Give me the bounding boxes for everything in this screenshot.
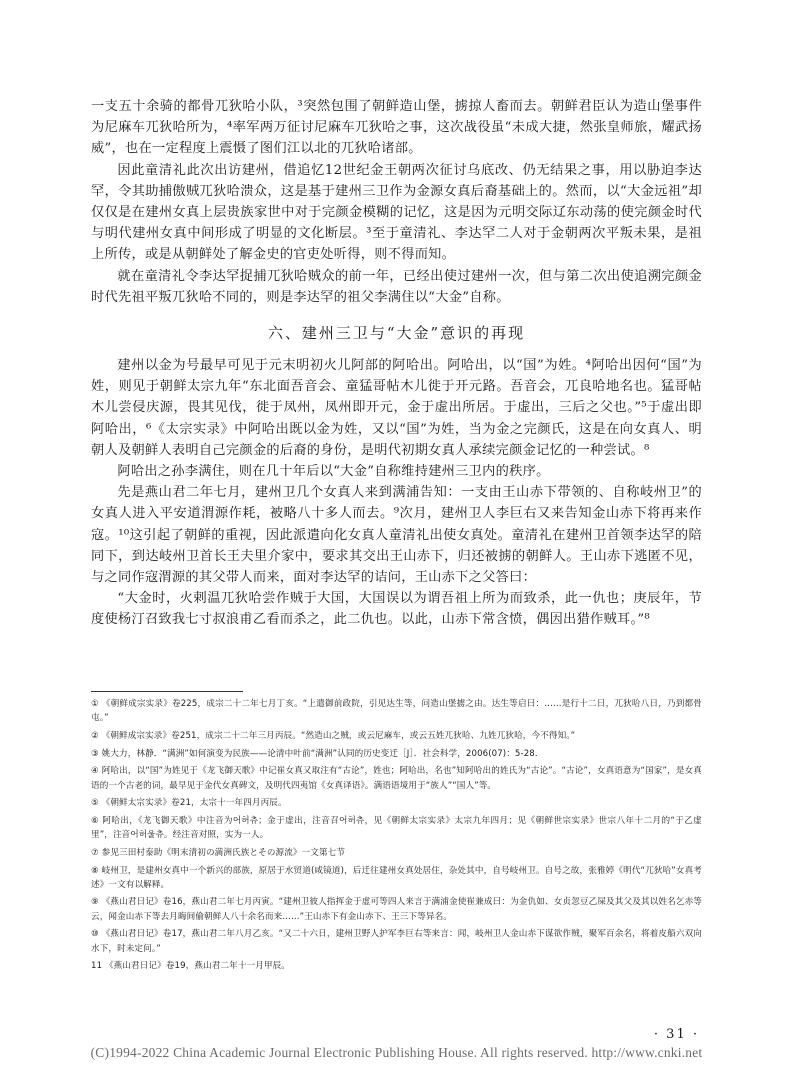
paragraph: 因此童清礼此次出访建州，借追忆12世纪金王朝两次征讨乌底改、仍无结果之事，用以胁迫李达罕，令其助捕傲贼兀狄哈溃众，这是基于建州三卫作为金源女真后裔基础上的。然而，以“大金远祖”却仅仅是在建州女真上层贵族家世中对于完颜金模糊的记忆，这是因为元明交际辽东动荡的使完颜金时代与明代建州女真中间形成了明显的文化断层。³至于童清礼、李达罕二人对于金朝两次平叛未果，是祖上所传，或是从朝鲜处了解金史的官吏处听得，则不得而知。	[91, 162, 702, 263]
main-text	[91, 96, 702, 631]
copyright-footer: (C)1994-2022 China Academic Journal Electronic Publishing House. All rights reserved. http://www.cnki.net	[90, 1045, 703, 1060]
footnote: ② 《朝鲜成宗实录》卷251，成宗二十二年三月丙辰。“然造山之贼，或云尼麻车，或云五姓兀狄哈、九姓兀狄哈，今不得知。”	[91, 730, 576, 741]
paragraph: 就在童清礼令李达罕捉捕兀狄哈贼众的前一年，已经出使过建州一次，但与第二次出使追溯完颜金时代先祖平叛兀狄哈不同的，则是李达罕的祖父李满住以“大金”自称。	[91, 268, 702, 305]
footnote: ④ 阿哈出，以“国”为姓见于《龙飞御天歌》中记崔女真又取注有“古论”，姓也；阿哈出，名也”知阿哈出的姓氏为“古论”。“古论”，女真语意为“国家”，是女真语的一个古老的词，最早见于金代女真碑文，及明代四夷馆《女真译语》。满语语境用于“族人”“国人”等。	[91, 766, 702, 791]
footnote: ⑨ 《燕山君日记》卷16，燕山君二年七月丙寅。“建州卫彼人指挥金于虚可等四人来言于满浦金使崔兼成曰：为金仇如、女贞忽豆乙屎及其父及其以姓名乞赤等云，闻金山赤下等去月晦间偷朝鲜人八十余名而来……”王山赤下有金山赤下、王三下等异名。	[91, 897, 702, 922]
paragraph: 先是燕山君二年七月，建州卫几个女真人来到满浦告知：一支由王山赤下带领的、自称岐州卫”的女真人进入平安道渭源作耗，被略八十多人而去。⁹次月，建州卫人李巨右又来告知金山赤下将再来作寇。¹⁰这引起了朝鲜的重视，因此派遣向化女真人童清礼出使女真处。童清礼在建州卫首领李达罕的陪同下，到达岐州卫首长王夫里介家中，要求其交出王山赤下，归还被掳的朝鲜人。王山赤下逃匿不见，与之同作寇渭源的其父带人而来，面对李达罕的诘问，王山赤下之父答曰：	[91, 485, 702, 586]
page-number: · 31 ·	[653, 1027, 699, 1042]
footnote-divider	[91, 691, 243, 692]
footnote: 11 《燕山君日记》卷19，燕山君二年十一月甲辰。	[91, 961, 290, 972]
paragraph: 阿哈出之孙李满住，则在几十年后以“大金”自称维持建州三卫内的秩序。	[117, 464, 550, 480]
footnote: ⑤ 《朝鲜太宗实录》卷21，太宗十一年四月丙辰。	[91, 798, 287, 809]
footnote: ⑦ 参见三田村泰助《明末清初の満洲氏族とその源流》一文第七节	[91, 847, 346, 858]
paragraph: 建州以金为号最早可见于元末明初火儿阿部的阿哈出。阿哈出，以“国”为姓。⁴阿哈出因何“国”为姓，则见于朝鲜太宗九年“东北面吾音会、童猛哥帖木儿徙于开元路。吾音会，兀良哈地名也。猛哥帖木儿尝侵庆源，畏其见伐，徙于凤州，凤州即开元，金于虚出所居。于虚出，三后之父也。”⁵于虚出即阿哈出，⁶《太宗实录》中阿哈出既以金为姓，又以“国”为姓，当为金之完颜氏，这是在向女真人、明朝人及朝鲜人表明自己完颜金的后裔的身份，是明代初期女真人承续完颜金记忆的一种尝试。⁸	[91, 358, 702, 458]
footnote: ⑩ 《燕山君日记》卷17，燕山君二年八月乙亥。“又二十六日，建州卫野人护军李巨右等来言：闻，岐州卫人金山赤下谋欲作贼，聚军百余名，将着皮船六双向水下，时未定问。”	[91, 929, 702, 954]
footnote: ⑧ 岐州卫，是建州女真中一个新兴的部族，原居于水贸道(咸镜道)，后迁往建州女真处居住，杂处其中，自号岐州卫。自号之故，张雅婷《明代“兀狄哈”女真考述》一文有以解释。	[91, 865, 702, 890]
footnotes	[91, 697, 702, 977]
footnote: ⑥ 阿哈出，《龙飞御天歌》中注音为어허츄；金于虚出，注音召어허츄，见《朝鲜太宗实录》太宗九年四月；见《朝鲜世宗实录》世宗八年十二月的“于乙虚里”，注音어허울츄。经注音对照，实为一人。	[91, 815, 702, 841]
quotation: “大金时，火剌温兀狄哈尝作贼于大国，大国误以为谓吾祖上所为而致杀，此一仇也；庚辰年，节度使杨汀召致我七寸叔浪甫乙看而杀之，此二仇也。以此，山赤下常含愤，偶因出猎作贼耳。”⁸	[91, 591, 702, 628]
section-heading: 六、建州三卫与“大金”意识的再现	[267, 324, 526, 343]
paragraph: 一支五十余骑的都骨兀狄哈小队，³突然包围了朝鲜造山堡，掳掠人畜而去。朝鲜君臣认为造山堡事件为尼麻车兀狄哈所为，⁴率军两万征讨尼麻车兀狄哈之事，这次战役虽“未成大捷，然张皇师旅，耀武扬威”，也在一定程度上震慑了图们江以北的兀狄哈诸部。	[91, 99, 702, 157]
footnote: ① 《朝鲜成宗实录》卷225，成宗二十二年七月丁亥。“上遣御前政院，引见达生等，问造山堡掳之由。达生等启曰：……是行十二日，兀狄哈八日，乃到都骨屯。”	[91, 699, 702, 724]
footnote: ③ 姚大力，林静．“满洲”如何演变为民族——论清中叶前“满洲”认同的历史变迁［J］．社会科学，2006(07)：5-28．	[91, 748, 544, 759]
